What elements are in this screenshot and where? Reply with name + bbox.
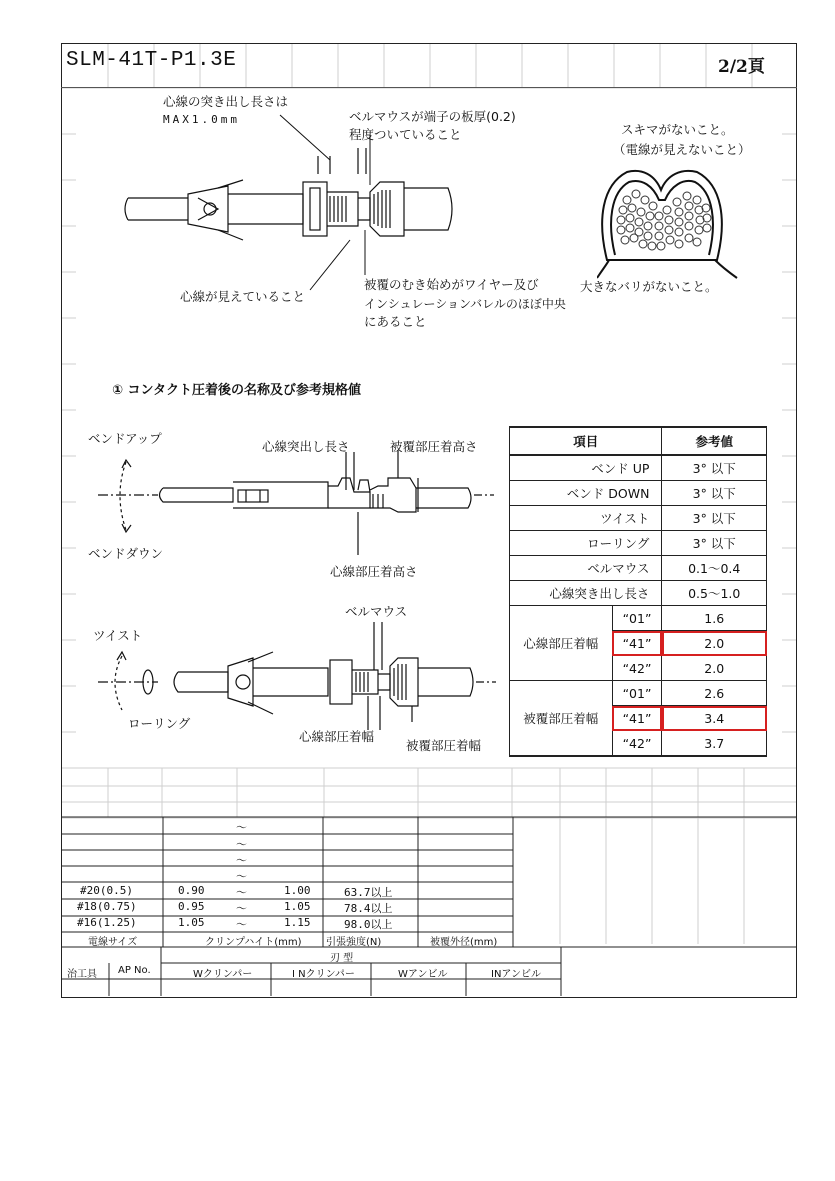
- table-row: [510, 681, 767, 706]
- tensile-strength: 63.7以上: [344, 886, 393, 899]
- strip-note-line3: にあること: [364, 314, 427, 329]
- range-tilde: ～: [236, 854, 247, 867]
- tool-header: Wアンビル: [398, 969, 448, 980]
- page-number: 2/2頁: [718, 57, 765, 77]
- crimp-height-min: 1.05: [178, 916, 205, 929]
- row-value: 3° 以下: [662, 506, 767, 531]
- table-row: [510, 506, 767, 531]
- header-item: 項目: [510, 427, 662, 455]
- tool-header: INアンビル: [491, 969, 542, 980]
- crimp-height-min: 0.90: [178, 884, 205, 897]
- range-tilde: ～: [236, 870, 247, 883]
- row-value: 3.4: [662, 706, 767, 731]
- core-protrusion-note: 心線の突き出し長さは: [163, 94, 289, 109]
- row-value: 3° 以下: [662, 455, 767, 481]
- tool-header: AP No.: [118, 965, 151, 976]
- row-code: “42”: [612, 656, 662, 681]
- row-value: 2.0: [662, 631, 767, 656]
- crimp-cross-section: [597, 160, 747, 280]
- blade-type-label: 刃 型: [330, 953, 354, 964]
- row-code: “01”: [612, 606, 662, 631]
- crimp-height-max: 1.05: [284, 900, 311, 913]
- wire-size: #18(0.75): [77, 900, 137, 913]
- row-item: ベルマウス: [510, 556, 662, 581]
- bend-up-label: ベンドアップ: [88, 431, 162, 446]
- terminal-side-view-drawing: [98, 450, 498, 560]
- row-value: 0.5～1.0: [662, 581, 767, 606]
- range-tilde: ～: [236, 838, 247, 851]
- document-title: SLM-41T-P1.3E: [66, 49, 237, 72]
- core-width-label: 心線部圧着幅: [299, 729, 375, 744]
- no-gap-note: スキマがないこと。: [621, 122, 734, 137]
- no-gap-subnote: （電線が見えないこと）: [613, 142, 751, 157]
- wire-size: #20(0.5): [80, 884, 133, 897]
- header-value: 参考値: [662, 427, 767, 455]
- row-code: “42”: [612, 731, 662, 757]
- header-divider: [61, 87, 797, 88]
- table-row: [510, 455, 767, 481]
- strip-note-line2: インシュレーションバレルのほぼ中央: [364, 297, 566, 311]
- row-item: ツイスト: [510, 506, 662, 531]
- tool-header: 治工具: [67, 969, 97, 980]
- strip-note-line1: 被覆のむき始めがワイヤー及び: [364, 277, 539, 292]
- header-wire-size: 電線サイズ: [88, 937, 138, 948]
- bend-down-label: ベンドダウン: [88, 546, 164, 561]
- range-tilde: ～: [236, 918, 247, 931]
- core-height-label: 心線部圧着高さ: [330, 564, 418, 579]
- row-value: 2.0: [662, 656, 767, 681]
- bellmouth-label: ベルマウス: [345, 604, 408, 619]
- range-tilde: ～: [236, 886, 247, 899]
- crimp-height-max: 1.15: [284, 916, 311, 929]
- no-burr-note: 大きなバリがないこと。: [580, 279, 718, 294]
- row-item: 心線突き出し長さ: [510, 581, 662, 606]
- header-crimp-height: クリンプハイト(mm): [205, 937, 302, 948]
- crimp-height-min: 0.95: [178, 900, 205, 913]
- header-outer-diameter: 被覆外径(mm): [430, 937, 498, 948]
- row-code: “41”: [612, 706, 662, 731]
- table-row: [510, 606, 767, 631]
- tensile-strength: 78.4以上: [344, 902, 393, 915]
- row-item: ベンド DOWN: [510, 481, 662, 506]
- range-tilde: ～: [236, 821, 247, 834]
- range-tilde: ～: [236, 902, 247, 915]
- wire-size: #16(1.25): [77, 916, 137, 929]
- insulation-height-label: 被覆部圧着高さ: [390, 439, 478, 454]
- header-tensile: 引張強度(N): [326, 937, 382, 948]
- row-item: ローリング: [510, 531, 662, 556]
- table-row: [510, 581, 767, 606]
- table-row: [510, 531, 767, 556]
- bellmouth-note-line2: 程度ついていること: [349, 127, 462, 142]
- row-code: “01”: [612, 681, 662, 706]
- core-protrusion-label: 心線突出し長さ: [262, 439, 350, 454]
- rolling-label: ローリング: [128, 716, 191, 731]
- reference-spec-table: [509, 426, 767, 757]
- row-value: 3° 以下: [662, 481, 767, 506]
- row-value: 2.6: [662, 681, 767, 706]
- terminal-plan-view-drawing: [98, 622, 498, 732]
- insulation-width-label: 被覆部圧着幅: [406, 738, 482, 753]
- row-value: 0.1～0.4: [662, 556, 767, 581]
- section-heading: ① コンタクト圧着後の名称及び参考規格値: [112, 383, 362, 398]
- core-width-group: 心線部圧着幅: [510, 606, 613, 681]
- row-value: 1.6: [662, 606, 767, 631]
- row-value: 3° 以下: [662, 531, 767, 556]
- tool-header: Wクリンパー: [193, 969, 253, 980]
- table-row: [510, 556, 767, 581]
- crimp-height-max: 1.00: [284, 884, 311, 897]
- tensile-strength: 98.0以上: [344, 918, 393, 931]
- bellmouth-note-line1: ベルマウスが端子の板厚(0.2): [349, 109, 516, 124]
- core-protrusion-max: MAX1.0mm: [163, 113, 240, 126]
- twist-label: ツイスト: [93, 628, 143, 643]
- insulation-width-group: 被覆部圧着幅: [510, 681, 613, 757]
- row-code: “41”: [612, 631, 662, 656]
- row-value: 3.7: [662, 731, 767, 757]
- row-item: ベンド UP: [510, 455, 662, 481]
- tool-header: I Nクリンパー: [292, 969, 355, 980]
- core-visible-note: 心線が見えていること: [180, 289, 306, 304]
- table-row: [510, 481, 767, 506]
